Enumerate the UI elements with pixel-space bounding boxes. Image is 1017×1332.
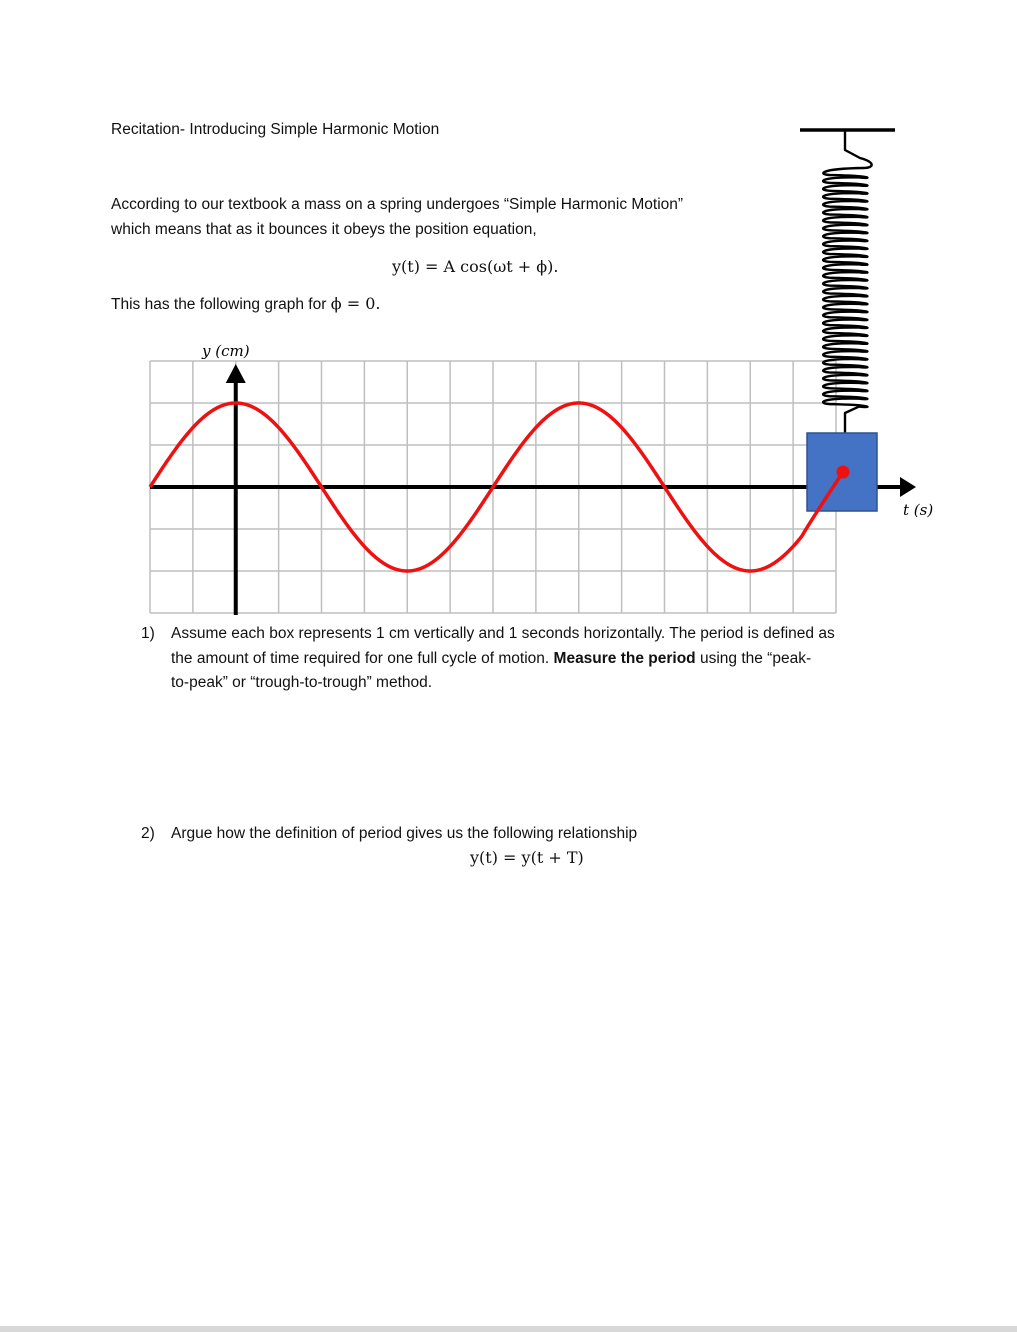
question-2-text: Argue how the definition of period gives us the following relationship bbox=[171, 825, 638, 842]
y-axis-arrow-icon bbox=[226, 364, 246, 383]
question-1-number: 1) bbox=[141, 625, 155, 642]
question-1-emphasis: Measure the period bbox=[553, 649, 696, 667]
question-1-line-2a: the amount of time required for one full cycle of motion. bbox=[171, 649, 554, 667]
document-title: Recitation- Introducing Simple Harmonic Motion bbox=[111, 121, 440, 138]
page-bottom-edge bbox=[0, 1326, 1017, 1332]
graph-intro-text: This has the following graph for bbox=[111, 296, 331, 313]
question-1-text bbox=[171, 622, 911, 696]
x-axis-label: t (s) bbox=[903, 501, 934, 519]
question-1-line-3: to-peak” or “trough-to-trough” method. bbox=[171, 674, 433, 691]
spring bbox=[800, 130, 895, 433]
period-relationship-equation: y(t) = y(t + T) bbox=[470, 848, 584, 867]
graph-intro-math: ϕ = 0. bbox=[330, 294, 381, 313]
mass-marker-dot bbox=[837, 466, 850, 479]
question-2-number: 2) bbox=[141, 825, 155, 842]
intro-line-1: According to our textbook a mass on a spring undergoes “Simple Harmonic Motion” bbox=[111, 196, 684, 213]
graph-axes bbox=[150, 364, 916, 615]
question-1-line-2 bbox=[171, 647, 911, 672]
x-axis-arrow-icon bbox=[900, 477, 916, 497]
spring-coil bbox=[823, 130, 872, 433]
intro-line-2: which means that as it bounces it obeys the position equation, bbox=[111, 221, 537, 238]
y-axis-label: y (cm) bbox=[202, 342, 250, 360]
question-1-line-1: Assume each box represents 1 cm vertically and 1 seconds horizontally. The period is defined as bbox=[171, 625, 835, 642]
question-1-line-2b: using the “peak- bbox=[695, 649, 812, 667]
position-equation: y(t) = A cos(ωt + ϕ). bbox=[392, 257, 559, 276]
shm-figure bbox=[0, 0, 1017, 640]
